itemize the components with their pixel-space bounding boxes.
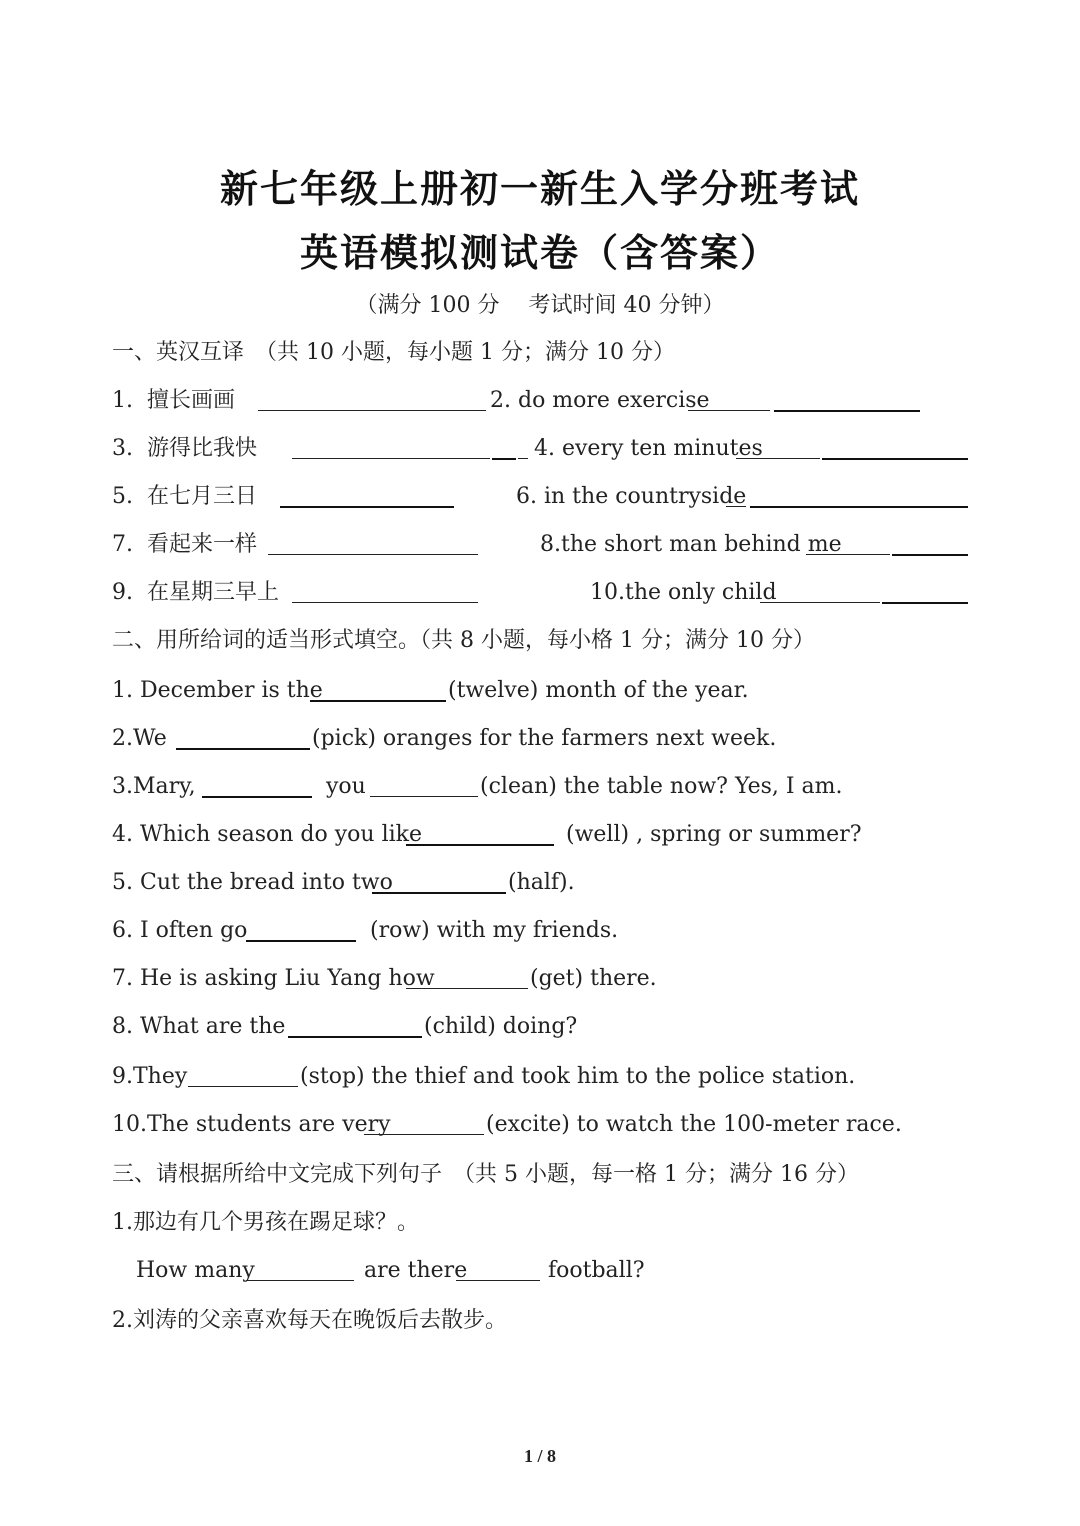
s2-q3-blank-b[interactable] — [370, 774, 478, 797]
s3-q1-blank-a[interactable] — [246, 1258, 354, 1281]
s3-q1-text-b: are there — [364, 1258, 468, 1283]
s2-q5-hint: (half). — [508, 870, 575, 895]
s1-item-9: 9. 在星期三早上 — [112, 580, 279, 605]
s2-q5-text: 5. Cut the bread into two — [112, 870, 393, 895]
page-number: 1 / 8 — [523, 1446, 556, 1466]
s1-item-6-blank-b[interactable] — [750, 484, 968, 508]
s1-item-10-blank-a[interactable] — [760, 580, 880, 603]
s1-item-5: 5. 在七月三日 — [112, 484, 257, 509]
s2-q6-blank[interactable] — [246, 918, 356, 942]
s1-item-3-blank-b[interactable] — [492, 436, 516, 460]
s2-q1-text: 1. December is the — [112, 678, 323, 703]
s3-q2-chinese: 2.刘涛的父亲喜欢每天在晚饭后去散步。 — [112, 1308, 507, 1333]
s3-q1-chinese: 1.那边有几个男孩在踢足球？。 — [112, 1210, 419, 1235]
s3-q1-text-a: How many — [136, 1258, 255, 1283]
s1-item-4-blank-a[interactable] — [736, 436, 820, 459]
s1-item-8-blank-a[interactable] — [806, 532, 890, 555]
s3-q1-text-c: football? — [548, 1258, 645, 1283]
s2-q2-blank[interactable] — [176, 726, 310, 750]
s2-q8-blank[interactable] — [288, 1014, 422, 1038]
s1-item-2: 2. do more exercise — [490, 388, 710, 413]
s2-q10-text: 10.The students are very — [112, 1112, 391, 1137]
s2-q7-text: 7. He is asking Liu Yang how — [112, 966, 435, 991]
s2-q9-blank[interactable] — [188, 1064, 298, 1087]
s1-item-4: 4. every ten minutes — [534, 436, 763, 461]
s2-q4-blank[interactable] — [406, 822, 554, 846]
s1-item-8: 8.the short man behind me — [540, 532, 842, 557]
s2-q3-blank-a[interactable] — [202, 774, 312, 798]
exam-title-line-2: 英语模拟测试卷（含答案） — [299, 231, 780, 275]
s1-item-7-blank[interactable] — [268, 532, 478, 555]
s2-q2-text: 2.We — [112, 726, 167, 751]
s2-q6-hint: (row) with my friends. — [370, 918, 619, 943]
s2-q8-text: 8. What are the — [112, 1014, 286, 1039]
s2-q10-hint: (excite) to watch the 100-meter race. — [486, 1112, 902, 1137]
exam-title-line-1: 新七年级上册初一新生入学分班考试 — [219, 167, 860, 211]
s2-q8-hint: (child) doing? — [424, 1014, 578, 1039]
exam-subtitle: （满分 100 分 考试时间 40 分钟） — [355, 293, 725, 318]
s1-item-10: 10.the only child — [590, 580, 777, 605]
s2-q6-text: 6. I often go — [112, 918, 248, 943]
s1-item-3-blank-a[interactable] — [292, 436, 490, 459]
s1-item-3: 3. 游得比我快 — [112, 436, 257, 461]
s1-item-2-blank-b[interactable] — [774, 388, 920, 412]
s1-item-9-blank[interactable] — [292, 580, 478, 603]
section-2-heading: 二、用所给词的适当形式填空。（共 8 小题，每小格 1 分；满分 10 分） — [112, 628, 815, 653]
s1-item-1: 1. 擅长画画 — [112, 388, 235, 413]
s1-item-8-blank-b[interactable] — [892, 532, 968, 556]
s1-item-7: 7. 看起来一样 — [112, 532, 257, 557]
s1-item-10-blank-b[interactable] — [882, 580, 968, 604]
section-3-heading: 三、请根据所给中文完成下列句子 （共 5 小题，每一格 1 分；满分 16 分） — [112, 1162, 859, 1187]
s2-q1-hint: (twelve) month of the year. — [448, 678, 749, 703]
s2-q4-text: 4. Which season do you like — [112, 822, 422, 847]
s3-q1-blank-b[interactable] — [456, 1258, 540, 1281]
s2-q9-text: 9.They — [112, 1064, 188, 1089]
s2-q7-blank[interactable] — [406, 966, 528, 989]
s2-q10-blank[interactable] — [364, 1112, 484, 1135]
s2-q3-hint: (clean) the table now? Yes, I am. — [480, 774, 843, 799]
s1-item-1-blank[interactable] — [258, 388, 486, 411]
section-1-heading: 一、英汉互译 （共 10 小题，每小题 1 分；满分 10 分） — [112, 340, 675, 365]
s1-item-4-blank-b[interactable] — [822, 436, 968, 460]
s1-item-2-blank-a[interactable] — [688, 388, 770, 411]
s1-item-6: 6. in the countryside — [516, 484, 747, 509]
s2-q1-blank[interactable] — [310, 678, 446, 702]
s2-q9-hint: (stop) the thief and took him to the police station. — [300, 1064, 856, 1089]
s1-item-6-blank-a[interactable] — [726, 484, 746, 507]
s2-q4-hint: (well) , spring or summer? — [566, 822, 862, 847]
s1-item-3-blank-c[interactable] — [518, 436, 528, 459]
s2-q3-you: you — [326, 774, 366, 799]
s2-q7-hint: (get) there. — [530, 966, 657, 991]
s2-q2-hint: (pick) oranges for the farmers next week. — [312, 726, 777, 751]
s2-q5-blank[interactable] — [372, 870, 506, 894]
s2-q3-text: 3.Mary, — [112, 774, 196, 799]
s1-item-5-blank[interactable] — [280, 484, 454, 508]
